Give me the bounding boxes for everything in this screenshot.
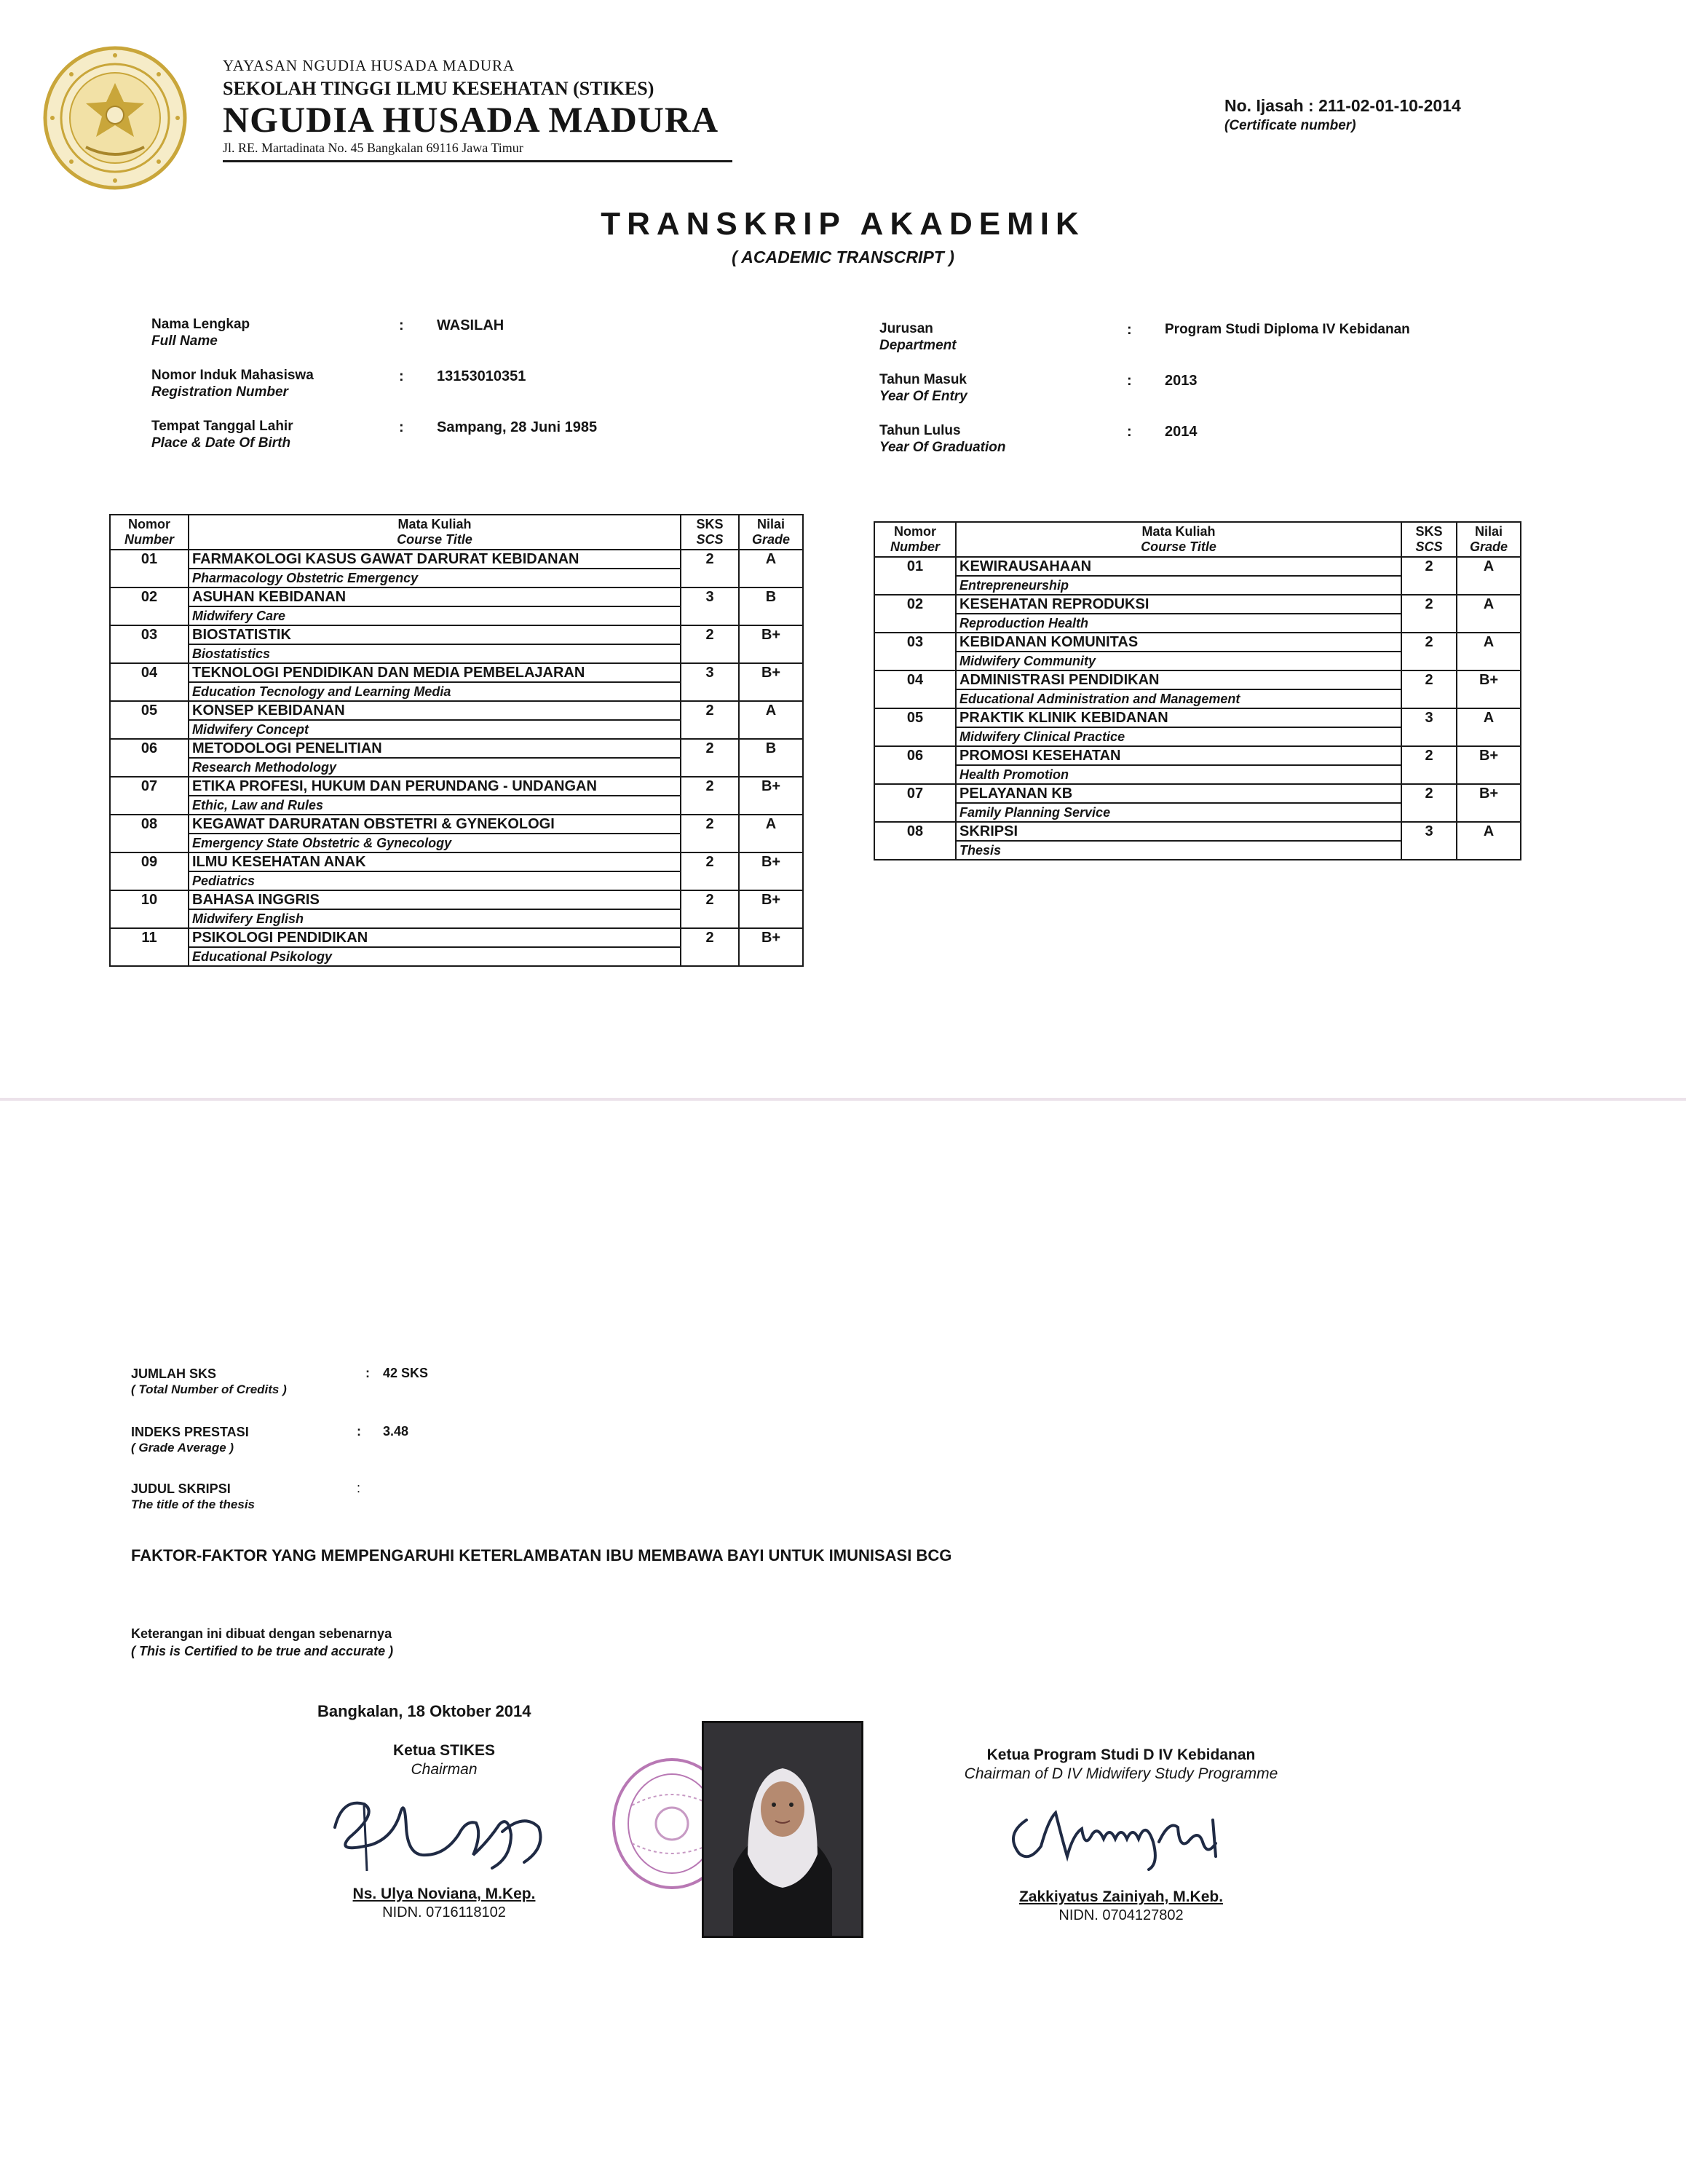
name-label: Nama Lengkap Full Name <box>151 317 250 349</box>
course-number: 06 <box>874 746 956 765</box>
course-title-id: METODOLOGI PENELITIAN <box>189 739 681 758</box>
course-credits: 3 <box>1401 708 1457 746</box>
course-credits: 2 <box>1401 784 1457 822</box>
course-grade: A <box>1457 822 1521 860</box>
course-row <box>874 784 1521 803</box>
thesis-colon: : <box>357 1481 361 1495</box>
course-grade: A <box>1457 633 1521 670</box>
total-credits-value: 42 SKS <box>383 1366 429 1380</box>
grade-average-label: INDEKS PRESTASI ( Grade Average ) <box>131 1425 249 1455</box>
course-number: 04 <box>874 670 956 689</box>
course-number: 10 <box>110 890 189 909</box>
course-row <box>110 587 803 606</box>
course-credits: 2 <box>681 815 739 852</box>
right-signature <box>997 1791 1238 1882</box>
course-grade: B <box>739 587 803 625</box>
course-title-en: Biostatistics <box>189 644 681 663</box>
course-number-blank <box>874 652 956 670</box>
grade-average-colon: : <box>357 1424 361 1439</box>
course-credits: 2 <box>681 852 739 890</box>
course-title-id: BIOSTATISTIK <box>189 625 681 644</box>
course-number-blank <box>110 569 189 587</box>
course-row <box>874 670 1521 689</box>
reg-label: Nomor Induk Mahasiswa Registration Number <box>151 368 314 400</box>
course-title-en: Ethic, Law and Rules <box>189 796 681 815</box>
total-credits-label: JUMLAH SKS ( Total Number of Credits ) <box>131 1366 287 1396</box>
col-course-header: Mata Kuliah Course Title <box>189 515 681 550</box>
department-label: Jurusan Department <box>879 321 957 353</box>
col-grade-header: Nilai Grade <box>739 515 803 550</box>
course-number-blank <box>874 841 956 860</box>
course-credits: 2 <box>1401 595 1457 633</box>
course-title-id: PROMOSI KESEHATAN <box>956 746 1401 765</box>
institution-name: NGUDIA HUSADA MADURA <box>223 99 719 140</box>
course-credits: 2 <box>681 550 739 587</box>
course-row <box>874 557 1521 576</box>
course-credits: 3 <box>1401 822 1457 860</box>
course-table-right <box>874 521 1521 860</box>
entry-label: Tahun Masuk Year Of Entry <box>879 372 967 404</box>
student-photo <box>702 1721 863 1938</box>
course-row <box>110 777 803 796</box>
col-number-header: Nomor Number <box>874 522 956 557</box>
course-number-blank <box>874 765 956 784</box>
certificate-number-en: (Certificate number) <box>1224 118 1356 133</box>
thesis-title: FAKTOR-FAKTOR YANG MEMPENGARUHI KETERLAMBATAN IBU MEMBAWA BAYI UNTUK IMUNISASI BCG <box>131 1546 952 1564</box>
course-row <box>110 739 803 758</box>
course-title-en: Midwifery Clinical Practice <box>956 727 1401 746</box>
course-number-blank <box>110 720 189 739</box>
course-grade: B+ <box>739 890 803 928</box>
course-number: 05 <box>874 708 956 727</box>
institution-address: Jl. RE. Martadinata No. 45 Bangkalan 69116 Jawa Timur <box>223 141 523 155</box>
course-grade: A <box>739 815 803 852</box>
course-credits: 2 <box>681 928 739 966</box>
department: Program Studi Diploma IV Kebidanan <box>1165 322 1410 337</box>
course-title-id: KONSEP KEBIDANAN <box>189 701 681 720</box>
course-grade: A <box>1457 557 1521 595</box>
course-number-blank <box>874 803 956 822</box>
course-number: 09 <box>110 852 189 871</box>
col-number-header: Nomor Number <box>110 515 189 550</box>
course-title-en: Educational Administration and Management <box>956 689 1401 708</box>
course-row <box>874 746 1521 765</box>
course-grade: B+ <box>739 663 803 701</box>
course-credits: 2 <box>1401 746 1457 784</box>
course-title-id: KESEHATAN REPRODUKSI <box>956 595 1401 614</box>
course-number: 06 <box>110 739 189 758</box>
year-of-graduation: 2014 <box>1165 424 1198 440</box>
course-row <box>110 550 803 569</box>
right-signatory-nidn: NIDN. 0704127802 <box>1058 1907 1184 1923</box>
course-grade: B <box>739 739 803 777</box>
course-row <box>874 822 1521 841</box>
course-number-blank <box>874 689 956 708</box>
course-row <box>110 625 803 644</box>
course-number-blank <box>874 727 956 746</box>
course-title-en: Entrepreneurship <box>956 576 1401 595</box>
course-title-en: Emergency State Obstetric & Gynecology <box>189 834 681 852</box>
course-grade: B+ <box>739 852 803 890</box>
course-title-en: Midwifery Community <box>956 652 1401 670</box>
certificate-number: No. Ijasah : 211-02-01-10-2014 <box>1224 96 1461 115</box>
course-grade: B+ <box>1457 746 1521 784</box>
course-row <box>110 701 803 720</box>
course-title-id: PRAKTIK KLINIK KEBIDANAN <box>956 708 1401 727</box>
letterhead <box>223 57 719 156</box>
birth-label: Tempat Tanggal Lahir Place & Date Of Birth <box>151 419 293 451</box>
course-title-en: Health Promotion <box>956 765 1401 784</box>
course-number: 07 <box>110 777 189 796</box>
course-title-en: Midwifery English <box>189 909 681 928</box>
course-number: 03 <box>874 633 956 652</box>
col-sks-header: SKS SCS <box>681 515 739 550</box>
letterhead-rule <box>223 160 732 162</box>
left-signatory-nidn: NIDN. 0716118102 <box>382 1904 506 1920</box>
course-number: 01 <box>110 550 189 569</box>
course-title-en: Family Planning Service <box>956 803 1401 822</box>
course-grade: B+ <box>739 625 803 663</box>
course-number-blank <box>110 606 189 625</box>
course-row <box>110 890 803 909</box>
course-title-id: KEGAWAT DARURATAN OBSTETRI & GYNEKOLOGI <box>189 815 681 834</box>
course-row <box>110 815 803 834</box>
course-row <box>874 595 1521 614</box>
col-course-header: Mata Kuliah Course Title <box>956 522 1401 557</box>
course-number: 07 <box>874 784 956 803</box>
course-title-en: Education Tecnology and Learning Media <box>189 682 681 701</box>
course-title-id: TEKNOLOGI PENDIDIKAN DAN MEDIA PEMBELAJARAN <box>189 663 681 682</box>
course-number-blank <box>110 834 189 852</box>
course-credits: 3 <box>681 587 739 625</box>
place-date-of-birth: Sampang, 28 Juni 1985 <box>437 419 598 435</box>
course-credits: 3 <box>681 663 739 701</box>
page-fold-line <box>0 1098 1686 1101</box>
course-grade: A <box>1457 595 1521 633</box>
course-row <box>874 708 1521 727</box>
registration-number: 13153010351 <box>437 368 526 384</box>
right-signatory-title: Ketua Program Studi D IV Kebidanan Chairman of D IV Midwifery Study Programme <box>964 1746 1278 1782</box>
course-title-id: KEBIDANAN KOMUNITAS <box>956 633 1401 652</box>
student-name: WASILAH <box>437 317 504 333</box>
course-number-blank <box>110 947 189 966</box>
course-credits: 2 <box>681 701 739 739</box>
course-grade: B+ <box>739 777 803 815</box>
course-title-id: PELAYANAN KB <box>956 784 1401 803</box>
course-row <box>110 928 803 947</box>
course-number: 04 <box>110 663 189 682</box>
course-grade: A <box>739 701 803 739</box>
thesis-title-label: JUDUL SKRIPSI The title of the thesis <box>131 1481 256 1511</box>
course-title-id: ADMINISTRASI PENDIDIKAN <box>956 670 1401 689</box>
course-credits: 2 <box>681 625 739 663</box>
grade-average-value: 3.48 <box>383 1424 409 1439</box>
course-grade: B+ <box>1457 670 1521 708</box>
right-signatory-name: Zakkiyatus Zainiyah, M.Keb. <box>1018 1888 1224 1905</box>
course-number-blank <box>874 576 956 595</box>
entry-colon: : <box>1127 373 1132 389</box>
course-row <box>874 633 1521 652</box>
graduation-colon: : <box>1127 424 1132 440</box>
left-signatory-title: Ketua STIKES Chairman <box>392 1742 496 1778</box>
course-number-blank <box>110 796 189 815</box>
course-grade: A <box>1457 708 1521 746</box>
reg-colon: : <box>399 368 404 384</box>
course-title-id: SKRIPSI <box>956 822 1401 841</box>
foundation-name: YAYASAN NGUDIA HUSADA MADURA <box>223 57 515 74</box>
year-of-entry: 2013 <box>1165 373 1198 389</box>
course-number: 05 <box>110 701 189 720</box>
course-title-en: Pediatrics <box>189 871 681 890</box>
col-sks-header: SKS SCS <box>1401 522 1457 557</box>
course-table-left <box>109 514 804 967</box>
course-title-id: FARMAKOLOGI KASUS GAWAT DARURAT KEBIDANAN <box>189 550 681 569</box>
course-number: 01 <box>874 557 956 576</box>
course-title-id: PSIKOLOGI PENDIDIKAN <box>189 928 681 947</box>
course-title-en: Midwifery Care <box>189 606 681 625</box>
course-number: 02 <box>874 595 956 614</box>
document-title: TRANSKRIP AKADEMIK <box>601 206 1085 242</box>
course-number-blank <box>110 758 189 777</box>
institution-seal-logo <box>42 45 188 191</box>
course-grade: B+ <box>1457 784 1521 822</box>
course-credits: 2 <box>681 739 739 777</box>
course-number: 11 <box>110 928 189 947</box>
document-subtitle: ( ACADEMIC TRANSCRIPT ) <box>732 248 954 266</box>
course-title-en: Research Methodology <box>189 758 681 777</box>
col-grade-header: Nilai Grade <box>1457 522 1521 557</box>
course-row <box>110 663 803 682</box>
left-signature <box>320 1784 561 1889</box>
course-credits: 2 <box>1401 670 1457 708</box>
certification-note: Keterangan ini dibuat dengan sebenarnya ( This is Certified to be true and accurate ) <box>131 1626 394 1658</box>
course-number: 08 <box>110 815 189 834</box>
school-type: SEKOLAH TINGGI ILMU KESEHATAN (STIKES) <box>223 78 654 99</box>
course-credits: 2 <box>1401 557 1457 595</box>
course-number: 03 <box>110 625 189 644</box>
course-title-en: Midwifery Concept <box>189 720 681 739</box>
department-colon: : <box>1127 322 1132 338</box>
place-and-date: Bangkalan, 18 Oktober 2014 <box>317 1702 531 1720</box>
total-credits-colon: : <box>365 1366 370 1380</box>
course-title-id: KEWIRAUSAHAAN <box>956 557 1401 576</box>
course-credits: 2 <box>681 777 739 815</box>
course-number-blank <box>110 644 189 663</box>
course-number: 02 <box>110 587 189 606</box>
course-number-blank <box>110 909 189 928</box>
course-title-id: ASUHAN KEBIDANAN <box>189 587 681 606</box>
course-title-id: BAHASA INGGRIS <box>189 890 681 909</box>
course-number-blank <box>110 871 189 890</box>
course-title-en: Educational Psikology <box>189 947 681 966</box>
graduation-label: Tahun Lulus Year Of Graduation <box>879 423 1006 455</box>
course-grade: B+ <box>739 928 803 966</box>
course-credits: 2 <box>681 890 739 928</box>
course-credits: 2 <box>1401 633 1457 670</box>
course-title-en: Reproduction Health <box>956 614 1401 633</box>
course-number-blank <box>110 682 189 701</box>
course-number-blank <box>874 614 956 633</box>
course-number: 08 <box>874 822 956 841</box>
name-colon: : <box>399 317 404 333</box>
left-signatory-name: Ns. Ulya Noviana, M.Kep. <box>352 1886 536 1902</box>
course-row <box>110 852 803 871</box>
course-title-id: ETIKA PROFESI, HUKUM DAN PERUNDANG - UNDANGAN <box>189 777 681 796</box>
course-grade: A <box>739 550 803 587</box>
course-title-en: Thesis <box>956 841 1401 860</box>
course-title-id: ILMU KESEHATAN ANAK <box>189 852 681 871</box>
birth-colon: : <box>399 419 404 435</box>
course-title-en: Pharmacology Obstetric Emergency <box>189 569 681 587</box>
